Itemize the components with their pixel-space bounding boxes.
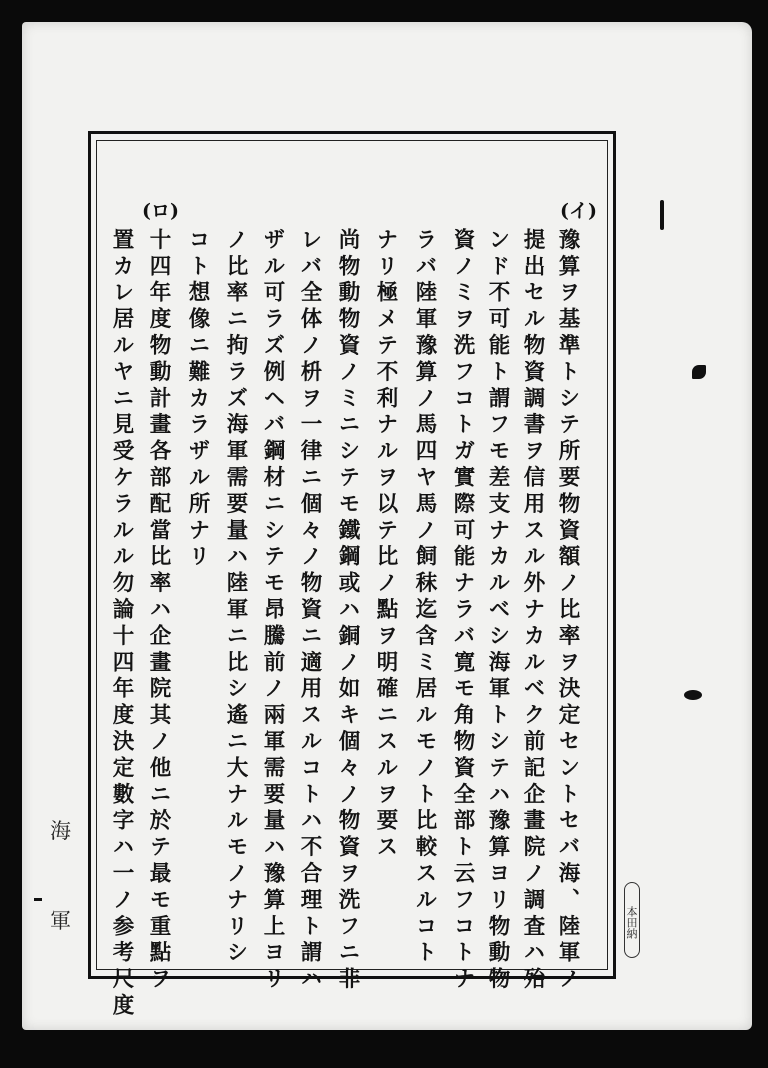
text-column-7: 尚物動物資ノミニシテモ鐵鋼或ハ銅ノ如キ個々ノ物資ヲ洗フニ非 xyxy=(335,228,360,994)
section-marker-i: (イ) xyxy=(560,200,597,222)
text-column-9: ザル可ラズ例ヘバ鋼材ニシテモ昂騰前ノ兩軍需要量ハ豫算上ヨリ xyxy=(260,228,285,994)
ink-speck xyxy=(660,200,664,230)
text-column-6: ナリ極メテ不利ナルヲ以テ比ノ點ヲ明確ニスルヲ要ス xyxy=(373,228,398,862)
side-mark-gun: 軍 xyxy=(50,909,71,933)
text-column-8: レバ全体ノ枡ヲ一律ニ個々ノ物資ニ適用スルコトハ不合理ト謂ハ xyxy=(297,228,322,994)
text-column-12: 十四年度物動計畫各部配當比率ハ企畫院其ノ他ニ於テ最モ重點ヲ xyxy=(146,228,171,994)
text-column-13: 置カレ居ルヤニ見受ケラルル勿論十四年度決定數字ハ一ノ参考尺度 xyxy=(109,228,134,1020)
ink-speck xyxy=(684,690,702,700)
text-column-2: 提出セル物資調書ヲ信用スル外ナカルベク前記企畫院ノ調査ハ殆 xyxy=(520,228,545,994)
margin-stamp: 本田納 xyxy=(624,882,640,958)
text-column-5: ラバ陸軍豫算ノ馬四ヤ馬ノ飼秣迄含ミ居ルモノト比較スルコト xyxy=(412,228,437,968)
text-column-3: ンド不可能ト謂フモ差支ナカルベシ海軍トシテハ豫算ヨリ物動物 xyxy=(485,228,510,994)
text-column-4: 資ノミヲ洗フコトガ實際可能ナラバ寛モ角物資全部ト云フコトナ xyxy=(450,228,475,994)
side-mark-kai: 海 xyxy=(50,819,71,843)
ink-speck xyxy=(692,365,706,379)
text-column-11: コト想像ニ難カラザル所ナリ xyxy=(185,228,210,572)
section-marker-ro: (ロ) xyxy=(142,200,179,222)
ink-speck xyxy=(34,898,42,901)
text-column-1: 豫算ヲ基準トシテ所要物資額ノ比率ヲ決定セントセバ海、陸軍ノ xyxy=(555,228,580,994)
text-column-10: ノ比率ニ拘ラズ海軍需要量ハ陸軍ニ比シ遙ニ大ナルモノナリシ xyxy=(223,228,248,968)
